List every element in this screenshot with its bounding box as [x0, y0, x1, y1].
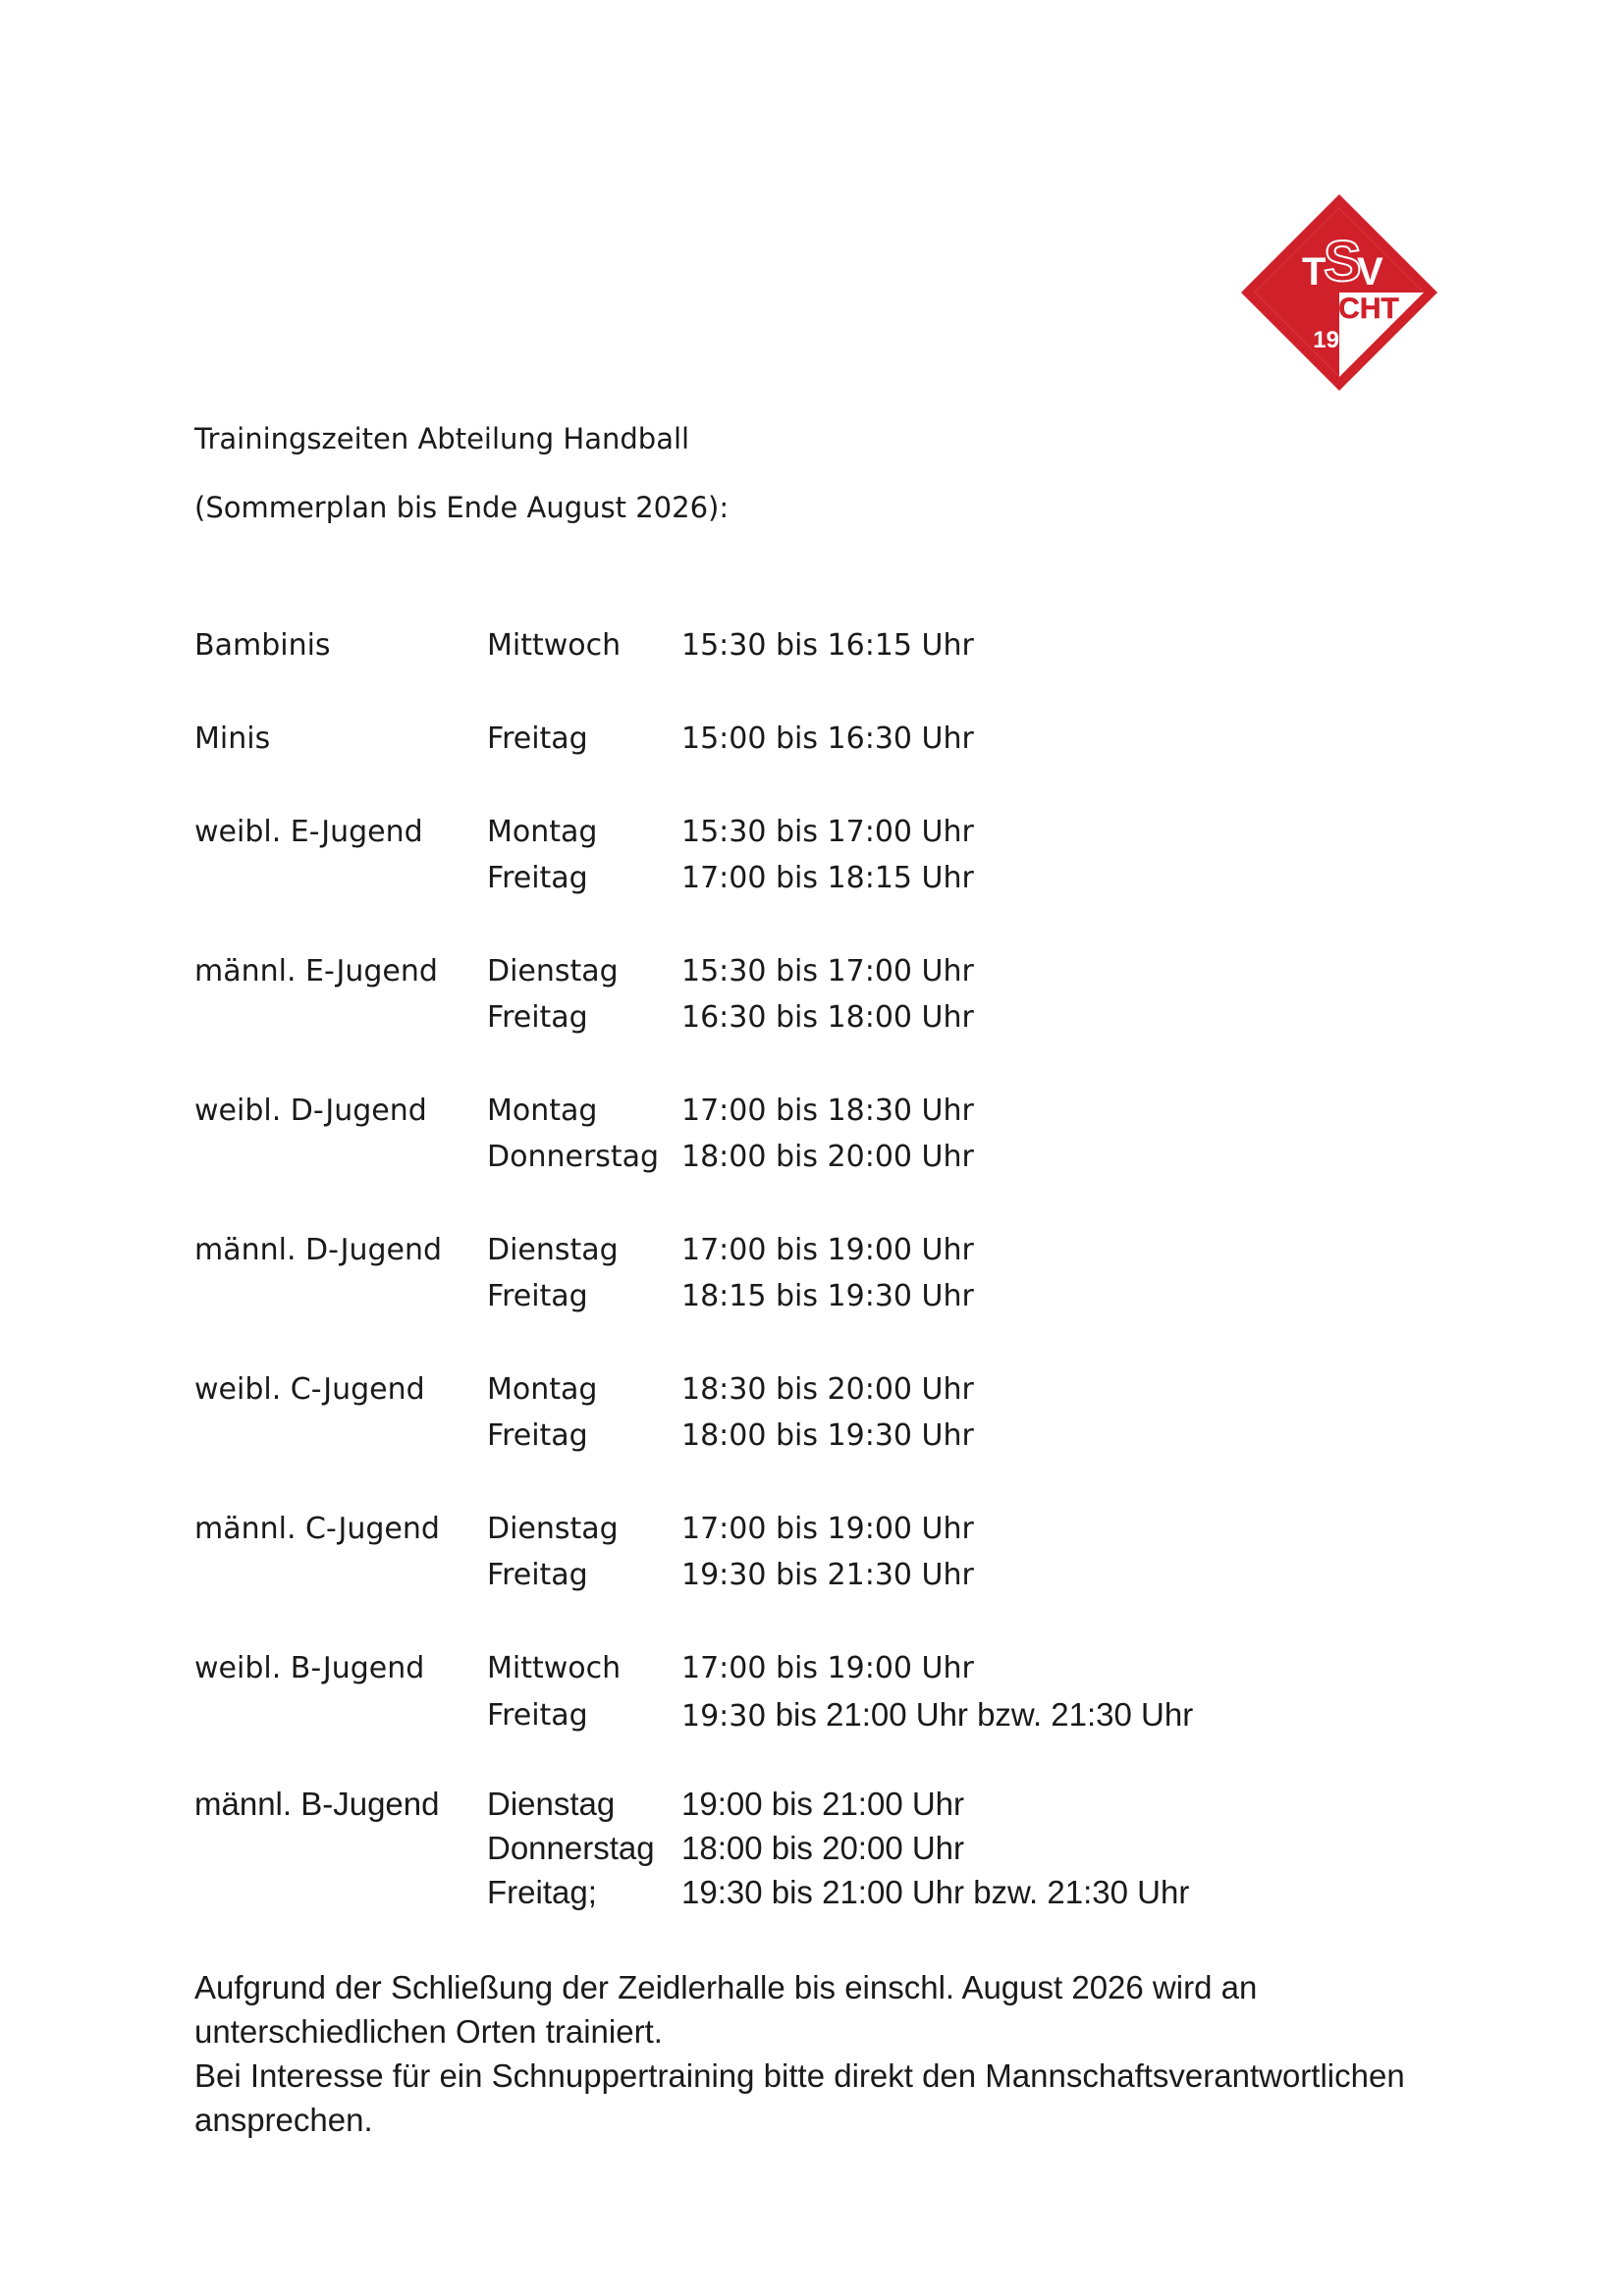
logo-letter-t: T: [1302, 250, 1326, 294]
training-day: Dienstag: [487, 1233, 619, 1267]
training-day: Freitag: [487, 1698, 588, 1733]
team-name: weibl. B-Jugend: [194, 1651, 425, 1685]
training-day: Montag: [487, 1372, 598, 1407]
team-name: männl. D-Jugend: [194, 1233, 443, 1267]
training-day: Dienstag: [487, 1786, 616, 1822]
training-time: 15:30 bis 16:15 Uhr: [681, 628, 974, 663]
team-name: Minis: [194, 721, 271, 756]
training-day: Freitag;: [487, 1874, 597, 1910]
training-time: 18:30 bis 20:00 Uhr: [681, 1372, 974, 1407]
training-day: Freitag: [487, 1418, 588, 1453]
training-time-rest: bis 21:00 Uhr bzw. 21:30 Uhr: [766, 1696, 1194, 1733]
team-name: männl. B-Jugend: [194, 1786, 440, 1822]
training-day: Dienstag: [487, 1512, 619, 1546]
training-time: 18:00 bis 19:30 Uhr: [681, 1418, 974, 1453]
training-day: Montag: [487, 815, 598, 849]
training-time: 17:00 bis 18:15 Uhr: [681, 861, 974, 895]
training-time: 17:00 bis 18:30 Uhr: [681, 1094, 974, 1128]
tsv-feucht-logo: [1239, 192, 1439, 393]
training-day: Dienstag: [487, 954, 619, 988]
training-time: 19:30 bis 21:30 Uhr: [681, 1558, 974, 1592]
training-time: 19:30 bis 21:00 Uhr bzw. 21:30 Uhr: [681, 1874, 1190, 1910]
training-time: 16:30 bis 18:00 Uhr: [681, 1000, 974, 1035]
training-time-start: 19:30: [681, 1699, 767, 1734]
training-time: 18:00 bis 20:00 Uhr: [681, 1140, 974, 1174]
team-name: männl. C-Jugend: [194, 1512, 440, 1546]
logo-letter-s: S: [1324, 230, 1362, 294]
team-name: weibl. C-Jugend: [194, 1372, 425, 1407]
note-paragraph-trial-training: Bei Interesse für ein Schnuppertraining bitte direkt den Mannschaftsverantwortlichen ansprechen.: [194, 2057, 1405, 2138]
training-time: 19:00 bis 21:00 Uhr: [681, 1786, 965, 1822]
training-day: Freitag: [487, 1279, 588, 1313]
training-time: [681, 1697, 1193, 1735]
team-name: Bambinis: [194, 628, 331, 663]
training-time: 17:00 bis 19:00 Uhr: [681, 1233, 974, 1267]
training-day: Mittwoch: [487, 1651, 622, 1685]
team-name: weibl. E-Jugend: [194, 815, 423, 849]
training-time: 17:00 bis 19:00 Uhr: [681, 1512, 974, 1546]
heading-title: Trainingszeiten Abteilung Handball: [194, 422, 690, 455]
logo-year-text: 1904: [1313, 327, 1366, 353]
training-time: 15:30 bis 17:00 Uhr: [681, 815, 974, 849]
training-day: Freitag: [487, 721, 588, 756]
training-time: 18:00 bis 20:00 Uhr: [681, 1830, 965, 1866]
note-paragraph-closure: Aufgrund der Schließung der Zeidlerhalle bis einschl. August 2026 wird an unterschiedlichen Orten trainiert.: [194, 1969, 1258, 2050]
team-name: weibl. D-Jugend: [194, 1094, 427, 1128]
heading-subtitle: (Sommerplan bis Ende August 2026):: [194, 491, 730, 524]
training-day: Mittwoch: [487, 628, 622, 663]
training-day: Freitag: [487, 861, 588, 895]
info-note: [194, 1965, 1471, 2142]
training-day: Freitag: [487, 1558, 588, 1592]
logo-letter-v: V: [1357, 250, 1383, 294]
team-name: männl. E-Jugend: [194, 954, 438, 988]
training-time: 15:30 bis 17:00 Uhr: [681, 954, 974, 988]
training-time: 15:00 bis 16:30 Uhr: [681, 721, 974, 756]
training-day: Montag: [487, 1094, 598, 1128]
training-day: Donnerstag: [487, 1830, 655, 1866]
training-time: 17:00 bis 19:00 Uhr: [681, 1651, 974, 1685]
logo-city-text: FEUCHT: [1279, 293, 1399, 325]
training-time: 18:15 bis 19:30 Uhr: [681, 1279, 974, 1313]
training-day: Donnerstag: [487, 1140, 660, 1174]
training-day: Freitag: [487, 1000, 588, 1035]
